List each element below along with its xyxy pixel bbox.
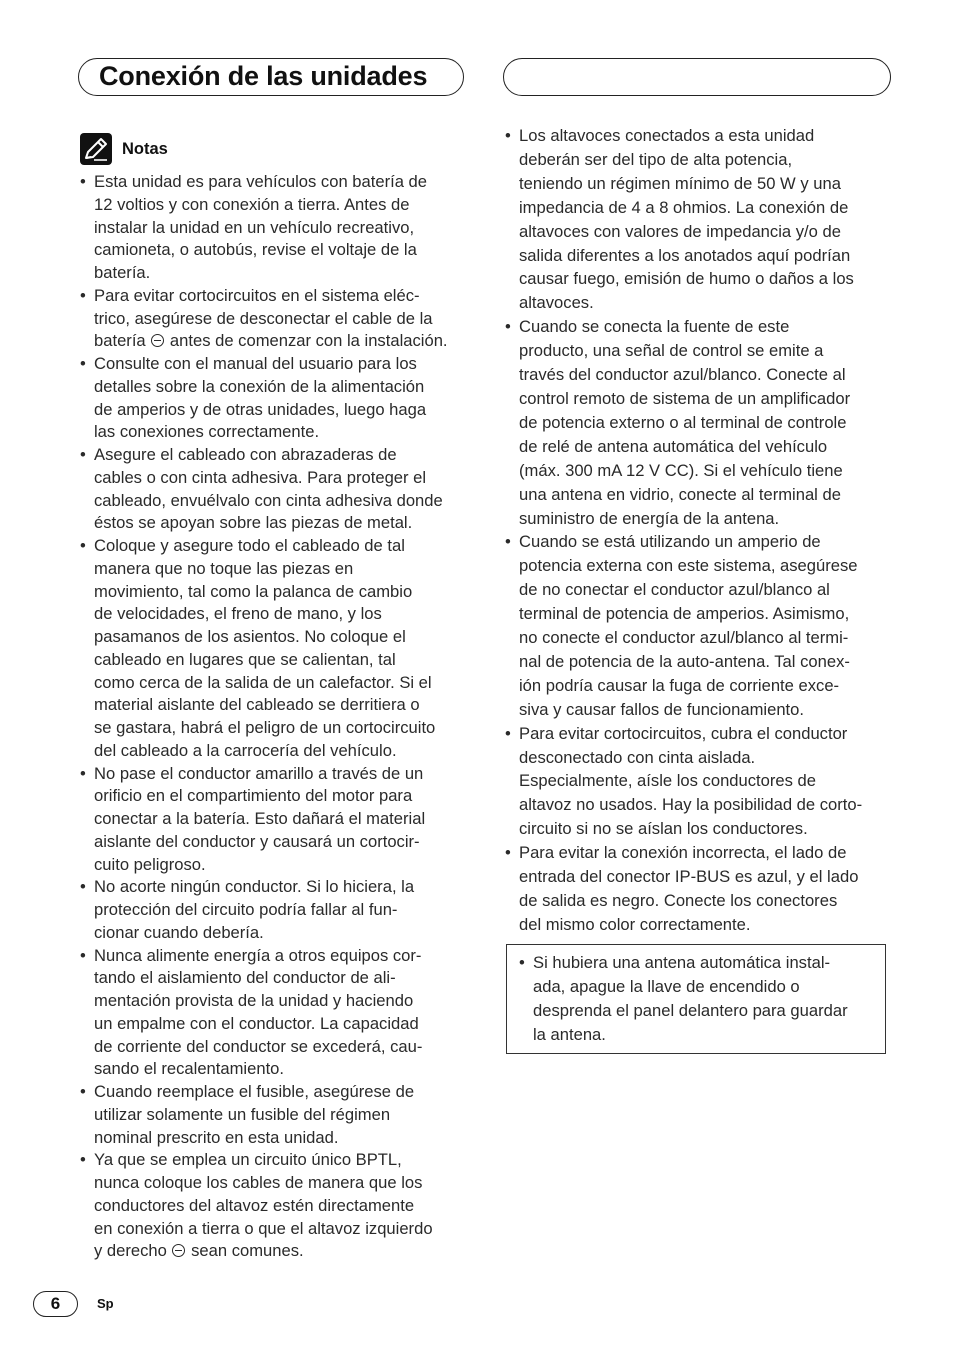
list-item <box>80 763 448 877</box>
list-item <box>519 951 848 1047</box>
list-item-line: pasamanos de los asientos. No coloque el <box>94 627 406 646</box>
list-item-line: de corriente del conductor se excederá, cau- <box>94 1036 423 1056</box>
list-item <box>505 841 862 937</box>
list-item-line: Consulte con el manual del usuario para los <box>94 354 417 373</box>
list-item-line: Si hubiera una antena automática instal- <box>533 953 831 972</box>
list-item-line: No acorte ningún conductor. Si lo hiciera, la <box>94 877 415 897</box>
list-item-line: una antena en vidrio, conecte al terminal de <box>519 484 841 504</box>
list-item-line: cables o con cinta adhesiva. Para proteger el <box>94 467 427 487</box>
list-item <box>505 315 862 530</box>
list-item-line: Esta unidad es para vehículos con batería de <box>94 172 428 191</box>
list-item-line: Coloque y asegure todo el cableado de tal <box>94 536 405 555</box>
list-item-line: Cuando se conecta la fuente de este <box>519 317 790 337</box>
list-item-line: altavoz no usados. Hay la posibilidad de corto- <box>519 795 863 815</box>
list-item-line: nal de potencia de la auto-antena. Tal conex- <box>519 651 850 671</box>
list-item <box>505 530 862 721</box>
list-item-line: circuito si no se aíslan los conductores. <box>519 819 808 839</box>
list-item-line: control remoto de sistema de un amplificador <box>519 388 851 408</box>
list-item <box>80 444 448 535</box>
list-item-line: conductores del altavoz estén directamente <box>94 1195 415 1215</box>
list-item-line: utilizar solamente un fusible del régimen <box>94 1104 391 1124</box>
list-item-line: Para evitar cortocircuitos, cubra el conductor <box>519 723 848 743</box>
list-item-line: conectar a la batería. Esto dañará el material <box>94 809 426 828</box>
list-item-line: éstos se apoyan sobre las piezas de metal. <box>94 513 413 533</box>
list-item-line: batería. <box>94 263 151 282</box>
list-item-line: No pase el conductor amarillo a través de un <box>94 763 424 783</box>
list-item-line: las conexiones correctamente. <box>94 422 320 442</box>
list-item-line: impedancia de 4 a 8 ohmios. La conexión de <box>519 197 849 217</box>
list-item-line: Para evitar cortocircuitos en el sistema eléc- <box>94 285 420 305</box>
list-item-line: altavoces. <box>519 293 594 313</box>
list-item-line: manera que no toque las piezas en <box>94 558 354 578</box>
list-item-line: cableado, envuélvalo con cinta adhesiva donde <box>94 490 443 510</box>
list-item-line: un empalme con el conductor. La capacidad <box>94 1013 419 1033</box>
list-item-line: instalar la unidad en un vehículo recreativo, <box>94 217 415 237</box>
list-item-line: Cuando reemplace el fusible, asegúrese de <box>94 1082 415 1101</box>
section-title-box <box>78 58 464 96</box>
list-item-line: de relé de antena automática del vehículo <box>519 436 828 456</box>
list-item-line: salida diferentes a los anotados aquí podrían <box>519 245 851 265</box>
notes-label: Notas <box>122 140 168 158</box>
list-item-line: protección del circuito podría fallar al fun- <box>94 900 398 919</box>
empty-title-box <box>503 58 891 96</box>
list-item-line: y derecho sean comunes. <box>94 1241 304 1261</box>
list-item-line: causar fuego, emisión de humo o daños a los <box>519 269 854 289</box>
list-item-line: mentación provista de la unidad y haciendo <box>94 991 414 1010</box>
list-item <box>80 535 448 763</box>
list-item-line: en conexión a tierra o que el altavoz izquierdo <box>94 1218 433 1238</box>
list-item-line: teniendo un régimen mínimo de 50 W y una <box>519 173 841 193</box>
list-item <box>80 1149 448 1263</box>
list-item-line: siva y causar fallos de funcionamiento. <box>519 699 805 719</box>
list-item-line: Cuando se está utilizando un amperio de <box>519 532 821 552</box>
list-item <box>80 945 448 1082</box>
list-item-line: del mismo color correctamente. <box>519 914 751 934</box>
list-item-line: la antena. <box>533 1025 606 1044</box>
list-item <box>80 285 448 353</box>
list-item-line: de no conectar el conductor azul/blanco al <box>519 580 830 600</box>
list-item-line: cuito peligroso. <box>94 854 206 874</box>
list-item-line: suministro de energía de la antena. <box>519 508 780 528</box>
list-item-line: movimiento, tal como la palanca de cambio <box>94 581 413 601</box>
list-item-line: ada, apague la llave de encendido o <box>533 977 800 996</box>
list-item-line: Los altavoces conectados a esta unidad <box>519 126 815 145</box>
list-item <box>505 722 862 842</box>
list-item-line: desprenda el panel delantero para guardar <box>533 1001 848 1020</box>
list-item-line: trico, asegúrese de desconectar el cable de la <box>94 308 433 328</box>
list-item-line: aislante del conductor y causará un cortocir- <box>94 831 420 851</box>
boxed-note <box>506 944 886 1054</box>
minus-terminal-icon <box>172 1244 185 1257</box>
list-item-line: 12 voltios y con conexión a tierra. Antes de <box>94 194 410 214</box>
boxed-note-list <box>519 951 848 1047</box>
list-item-line: cableado en lugares que se calientan, tal <box>94 649 396 669</box>
list-item-line: se gastara, habrá el peligro de un cortocircuito <box>94 718 436 737</box>
list-item <box>505 124 862 315</box>
list-item-line: de potencia externo o al terminal de controle <box>519 412 847 432</box>
list-item-line: material aislante del cableado se derritiera o <box>94 695 420 715</box>
list-item-line: de velocidades, el freno de mano, y los <box>94 604 382 624</box>
list-item-line: de amperios y de otras unidades, luego haga <box>94 399 427 419</box>
list-item-line: sando el recalentamiento. <box>94 1059 285 1079</box>
right-notes-list <box>505 124 862 937</box>
list-item-line: batería antes de comenzar con la instalación. <box>94 331 448 351</box>
list-item-line: detalles sobre la conexión de la alimentación <box>94 376 425 396</box>
list-item-line: Para evitar la conexión incorrecta, el lado de <box>519 843 847 863</box>
list-item-line: potencia externa con este sistema, asegúrese <box>519 556 858 576</box>
list-item <box>80 171 448 285</box>
list-item-line: orificio en el compartimiento del motor para <box>94 786 413 806</box>
list-item <box>80 876 448 944</box>
language-code: Sp <box>97 1296 114 1311</box>
list-item-line: ión podría causar la fuga de corriente exce- <box>519 675 840 695</box>
list-item-line: Asegure el cableado con abrazaderas de <box>94 445 397 464</box>
list-item-line: altavoces con valores de impedancia y/o de <box>519 221 841 241</box>
list-item-line: nunca coloque los cables de manera que los <box>94 1173 423 1192</box>
minus-terminal-icon <box>151 334 164 347</box>
list-item-line: desconectado con cinta aislada. <box>519 747 756 767</box>
list-item-line: cionar cuando debería. <box>94 922 264 942</box>
list-item-line: Nunca alimente energía a otros equipos cor- <box>94 945 422 965</box>
list-item-line: entrada del conector IP-BUS es azul, y el lado <box>519 867 859 887</box>
list-item-line: del cableado a la carrocería del vehículo. <box>94 740 397 760</box>
left-notes-list <box>80 171 448 1263</box>
list-item-line: nominal prescrito en esta unidad. <box>94 1127 339 1147</box>
list-item-line: de salida es negro. Conecte los conectores <box>519 891 838 910</box>
list-item-line: deberán ser del tipo de alta potencia, <box>519 149 793 169</box>
list-item-line: producto, una señal de control se emite a <box>519 341 824 361</box>
list-item-line: través del conductor azul/blanco. Conecte al <box>519 365 846 385</box>
page-number: 6 <box>33 1291 78 1317</box>
list-item-line: (máx. 300 mA 12 V CC). Si el vehículo tiene <box>519 460 843 480</box>
list-item-line: Especialmente, aísle los conductores de <box>519 771 817 791</box>
list-item-line: camioneta, o autobús, revise el voltaje de la <box>94 240 417 260</box>
list-item-line: tando el aislamiento del conductor de ali- <box>94 968 396 988</box>
list-item-line: Ya que se emplea un circuito único BPTL, <box>94 1150 402 1170</box>
page-title: Conexión de las unidades <box>99 61 428 91</box>
list-item <box>80 353 448 444</box>
pencil-note-icon <box>80 133 112 165</box>
list-item <box>80 1081 448 1149</box>
list-item-line: como cerca de la salida de un calefactor. Si el <box>94 672 432 692</box>
list-item-line: no conecte el conductor azul/blanco al termi- <box>519 628 849 648</box>
list-item-line: terminal de potencia de amperios. Asimismo, <box>519 604 850 624</box>
